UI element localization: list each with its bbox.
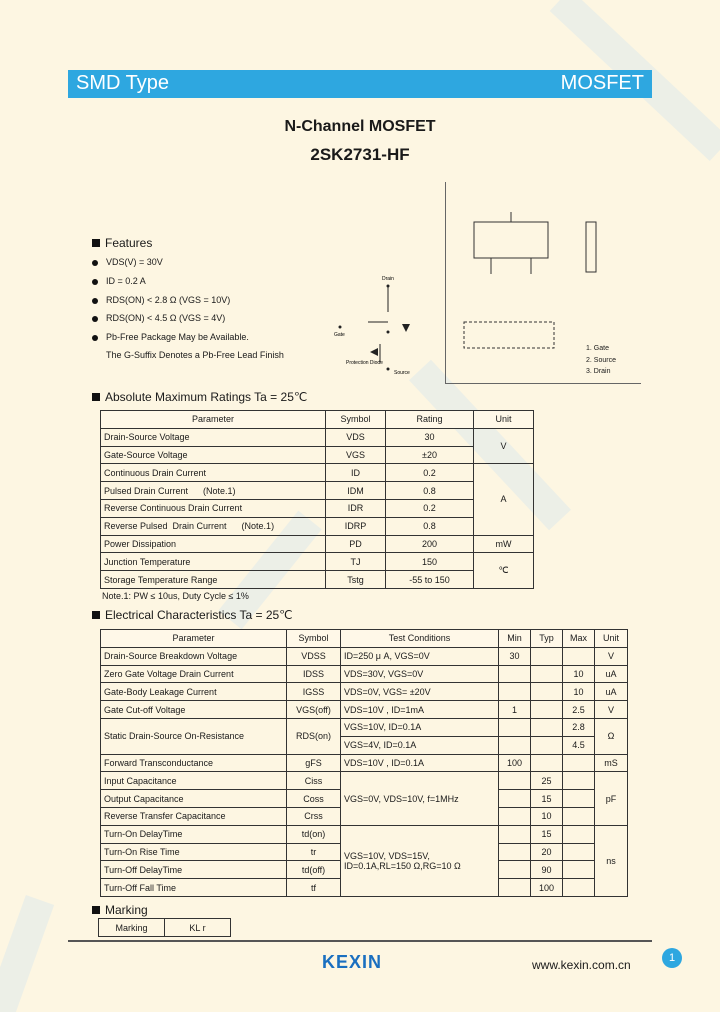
- header-symbol: Symbol: [287, 630, 341, 648]
- pin-2-label: 2. Source: [586, 357, 616, 364]
- feature-item: VDS(V) = 30V: [92, 257, 163, 267]
- table-row: Gate-Body Leakage Current IGSS VDS=0V, VGS= ±20V 10 uA: [101, 683, 628, 701]
- pin-3-label: 3. Drain: [586, 368, 611, 375]
- table-row: Zero Gate Voltage Drain Current IDSS VDS=30V, VGS=0V 10 uA: [101, 665, 628, 683]
- title-line1: N-Channel MOSFET: [284, 118, 436, 135]
- table-row: Pulsed Drain Current (Note.1) IDM 0.8: [101, 482, 534, 500]
- features-heading: Features: [92, 236, 152, 250]
- abs-heading: Absolute Maximum Ratings Ta = 25℃: [92, 390, 307, 404]
- source-label: Source: [394, 370, 410, 376]
- table-row: Output Capacitance Coss 15: [101, 790, 628, 808]
- header-unit: Unit: [595, 630, 628, 648]
- feature-item: ID = 0.2 A: [92, 276, 146, 286]
- header-typ: Typ: [531, 630, 563, 648]
- protection-diode-label: Protection Diode: [346, 360, 383, 366]
- electrical-table: [100, 629, 628, 897]
- feature-note: The G-Suffix Denotes a Pb-Free Lead Finish: [106, 350, 284, 360]
- marking-table: [98, 918, 231, 937]
- table-row: Static Drain-Source On-Resistance RDS(on) VGS=10V, ID=0.1A 2.8 Ω: [101, 718, 628, 736]
- gate-label: Gate: [334, 332, 345, 338]
- table-row: Drain-Source Breakdown Voltage VDSS ID=250 μ A, VGS=0V 30 V: [101, 647, 628, 665]
- header-max: Max: [563, 630, 595, 648]
- table-row: Input Capacitance Ciss VGS=0V, VDS=10V, f=1MHz 25 pF: [101, 772, 628, 790]
- feature-item: RDS(ON) < 2.8 Ω (VGS = 10V): [92, 295, 230, 305]
- header-left: SMD Type: [76, 72, 169, 94]
- abs-ratings-table: [100, 410, 534, 589]
- header-band: [68, 70, 652, 98]
- feature-item: Pb-Free Package May be Available.: [92, 332, 249, 342]
- feature-item: RDS(ON) < 4.5 Ω (VGS = 4V): [92, 313, 225, 323]
- header-rating: Rating: [386, 411, 474, 429]
- table-row: Reverse Pulsed Drain Current (Note.1) IDRP 0.8: [101, 517, 534, 535]
- table-row: Reverse Continuous Drain Current IDR 0.2: [101, 499, 534, 517]
- marking-label: Marking: [99, 919, 165, 937]
- table-row: Turn-On Rise Time tr 20: [101, 843, 628, 861]
- table-row: Drain-Source Voltage VDS 30 V: [101, 428, 534, 446]
- website-link[interactable]: www.kexin.com.cn: [532, 958, 631, 972]
- page-number: 1: [662, 948, 682, 968]
- table-row: Storage Temperature Range Tstg -55 to 150: [101, 571, 534, 589]
- table-row: Turn-Off DelayTime td(off) 90: [101, 861, 628, 879]
- table-row: Gate Cut-off Voltage VGS(off) VDS=10V , ID=1mA 1 2.5 V: [101, 701, 628, 719]
- abs-note: Note.1: PW ≤ 10us, Duty Cycle ≤ 1%: [102, 591, 249, 601]
- drain-label: Drain: [382, 276, 394, 282]
- table-row: Turn-On DelayTime td(on) VGS=10V, VDS=15V, ID=0.1A,RL=150 Ω,RG=10 Ω 15 ns: [101, 825, 628, 843]
- header-min: Min: [499, 630, 531, 648]
- footer-divider: [68, 940, 652, 942]
- header-parameter: Parameter: [101, 411, 326, 429]
- table-row: Turn-Off Fall Time tf 100: [101, 879, 628, 897]
- table-row: VGS=4V, ID=0.1A 4.5: [101, 736, 628, 754]
- header-parameter: Parameter: [101, 630, 287, 648]
- part-number: 2SK2731-HF: [310, 145, 410, 164]
- table-row: Continuous Drain Current ID 0.2 A: [101, 464, 534, 482]
- table-row: Junction Temperature TJ 150 ℃: [101, 553, 534, 571]
- header-symbol: Symbol: [326, 411, 386, 429]
- elec-heading: Electrical Characteristics Ta = 25℃: [92, 608, 293, 622]
- pin-1-label: 1. Gate: [586, 345, 609, 352]
- table-row: Gate-Source Voltage VGS ±20: [101, 446, 534, 464]
- table-row: Reverse Transfer Capacitance Crss 10: [101, 807, 628, 825]
- table-row: Power Dissipation PD 200 mW: [101, 535, 534, 553]
- marking-heading: Marking: [92, 903, 148, 917]
- header-right: MOSFET: [560, 72, 644, 94]
- kexin-logo: KEXIN: [322, 952, 383, 972]
- package-outline: [445, 182, 641, 384]
- header-conditions: Test Conditions: [341, 630, 499, 648]
- header-unit: Unit: [474, 411, 534, 429]
- marking-value: KL r: [165, 919, 231, 937]
- table-row: Forward Transconductance gFS VDS=10V , ID=0.1A 100 mS: [101, 754, 628, 772]
- mosfet-symbol: [330, 272, 440, 377]
